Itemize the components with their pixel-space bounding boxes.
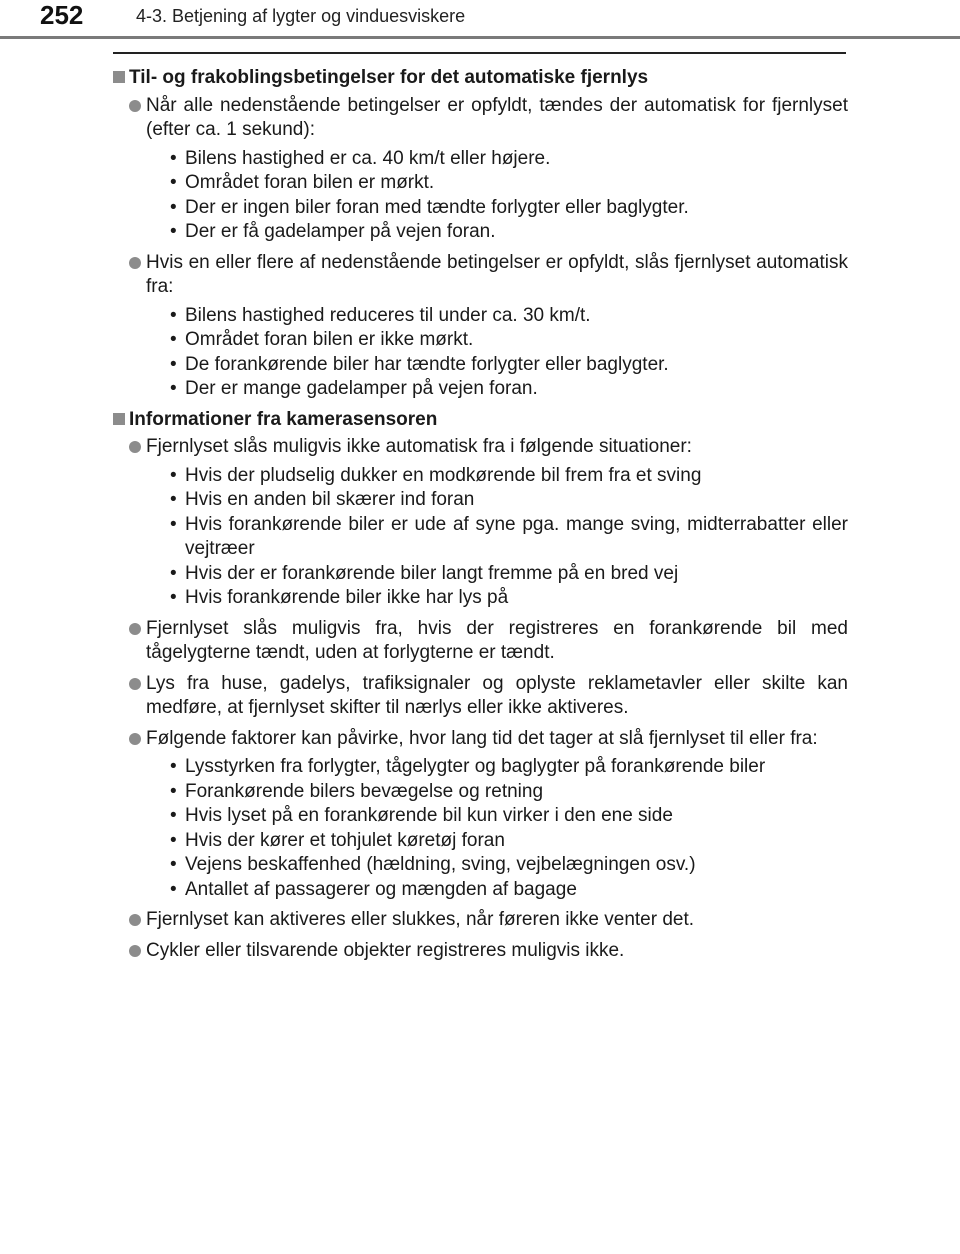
bullet-dot-icon: • [170, 587, 177, 608]
list-item-text: Hvis der er forankørende biler langt fremme på en bred vej [185, 562, 679, 584]
list-item [163, 562, 848, 587]
list-item-text: Hvis forankørende biler er ude af syne pga. mange sving, midterrabatter eller vejtræer [185, 513, 848, 559]
list-item-text: Bilens hastighed reduceres til under ca. 30 km/t. [185, 304, 591, 326]
circle-bullet-icon [129, 100, 141, 112]
paragraph-text: Fjernlyset slås muligvis fra, hvis der registreres en forankørende bil med tågelygterne tændt, uden at forlygterne er tændt. [146, 617, 848, 663]
bullet-dot-icon: • [170, 304, 177, 326]
list-item [163, 804, 848, 829]
paragraph-text: Når alle nedenstående betingelser er opfyldt, tændes der automatisk for fjernlyset (efter ca. 1 sekund): [146, 94, 848, 140]
bullet-list [163, 147, 848, 245]
list-item [163, 513, 848, 562]
list-item [163, 780, 848, 805]
bullet-dot-icon: • [170, 196, 177, 218]
list-item-text: Antallet af passagerer og mængden af bagage [185, 878, 577, 900]
circle-bullet-icon [129, 441, 141, 453]
square-bullet-icon [113, 71, 125, 83]
page-header [0, 0, 960, 40]
list-item-text: Forankørende bilers bevægelse og retning [185, 780, 544, 802]
paragraph [112, 939, 848, 964]
bullet-dot-icon: • [170, 378, 177, 399]
document-body [112, 64, 848, 969]
bullet-dot-icon: • [170, 878, 177, 900]
list-item [163, 377, 848, 402]
header-divider [0, 36, 960, 39]
bullet-dot-icon: • [170, 854, 177, 875]
list-item [163, 353, 848, 378]
paragraph [112, 672, 848, 721]
bullet-list [163, 464, 848, 611]
paragraph-text: Hvis en eller flere af nedenstående betingelser er opfyldt, slås fjernlyset automatisk fra: [146, 251, 848, 297]
list-item-text: Området foran bilen er mørkt. [185, 172, 435, 193]
content-top-divider [113, 52, 846, 54]
bullet-dot-icon: • [170, 489, 177, 510]
list-item-text: Lysstyrken fra forlygter, tågelygter og baglygter på forankørende biler [185, 756, 766, 777]
section-heading-text: Til- og frakoblingsbetingelser for det automatiske fjernlys [129, 67, 649, 88]
list-item [163, 755, 848, 780]
paragraph-text: Fjernlyset kan aktiveres eller slukkes, når føreren ikke venter det. [146, 909, 695, 930]
chapter-title: 4-3. Betjening af lygter og vinduesviskere [136, 6, 466, 26]
list-item-text: Bilens hastighed er ca. 40 km/t eller højere. [185, 147, 551, 169]
bullet-dot-icon: • [170, 147, 177, 169]
circle-bullet-icon [129, 914, 141, 926]
list-item-text: Hvis forankørende biler ikke har lys på [185, 587, 509, 608]
bullet-dot-icon: • [170, 329, 177, 350]
paragraph [112, 435, 848, 611]
list-item [163, 488, 848, 513]
list-item-text: Området foran bilen er ikke mørkt. [185, 329, 474, 350]
bullet-dot-icon: • [170, 756, 177, 777]
circle-bullet-icon [129, 945, 141, 957]
paragraph [112, 251, 848, 402]
list-item [163, 878, 848, 903]
list-item-text: Hvis en anden bil skærer ind foran [185, 489, 475, 510]
bullet-dot-icon: • [170, 172, 177, 193]
list-item [163, 196, 848, 221]
list-item [163, 853, 848, 878]
list-item [163, 328, 848, 353]
list-item [163, 171, 848, 196]
bullet-list [163, 304, 848, 402]
paragraph [112, 617, 848, 666]
paragraph [112, 727, 848, 903]
circle-bullet-icon [129, 733, 141, 745]
list-item-text: Der er ingen biler foran med tændte forlygter eller baglygter. [185, 196, 689, 218]
list-item-text: Hvis lyset på en forankørende bil kun virker i den ene side [185, 805, 673, 826]
bullet-list [163, 755, 848, 902]
list-item [163, 304, 848, 329]
list-item-text: Der er få gadelamper på vejen foran. [185, 221, 496, 242]
list-item-text: De forankørende biler har tændte forlygter eller baglygter. [185, 353, 669, 375]
circle-bullet-icon [129, 257, 141, 269]
bullet-dot-icon: • [170, 513, 177, 535]
paragraph-text: Følgende faktorer kan påvirke, hvor lang tid det tager at slå fjernlyset til eller fra: [146, 727, 818, 749]
list-item-text: Vejens beskaffenhed (hældning, sving, vejbelægningen osv.) [185, 854, 696, 875]
list-item-text: Der er mange gadelamper på vejen foran. [185, 378, 538, 399]
bullet-dot-icon: • [170, 780, 177, 802]
page-number: 252 [40, 0, 84, 30]
list-item-text: Hvis der pludselig dukker en modkørende bil frem fra et sving [185, 464, 702, 486]
paragraph-text: Lys fra huse, gadelys, trafiksignaler og oplyste reklametavler eller skilte kan medføre, at fjernlyset skifter til nærlys eller ikke aktiveres. [146, 672, 848, 718]
list-item [163, 829, 848, 854]
list-item [163, 147, 848, 172]
bullet-dot-icon: • [170, 464, 177, 486]
bullet-dot-icon: • [170, 829, 177, 851]
list-item [163, 464, 848, 489]
paragraph [112, 908, 848, 933]
bullet-dot-icon: • [170, 353, 177, 375]
section-heading-text: Informationer fra kamerasensoren [129, 408, 438, 430]
square-bullet-icon [113, 413, 125, 425]
bullet-dot-icon: • [170, 562, 177, 584]
list-item [163, 220, 848, 245]
list-item [163, 586, 848, 611]
circle-bullet-icon [129, 678, 141, 690]
bullet-dot-icon: • [170, 221, 177, 242]
section-heading [112, 66, 848, 91]
list-item-text: Hvis der kører et tohjulet køretøj foran [185, 829, 505, 851]
paragraph [112, 94, 848, 245]
paragraph-text: Fjernlyset slås muligvis ikke automatisk fra i følgende situationer: [146, 436, 692, 457]
bullet-dot-icon: • [170, 805, 177, 826]
section-heading [112, 408, 848, 433]
paragraph-text: Cykler eller tilsvarende objekter registreres muligvis ikke. [146, 939, 625, 961]
circle-bullet-icon [129, 623, 141, 635]
